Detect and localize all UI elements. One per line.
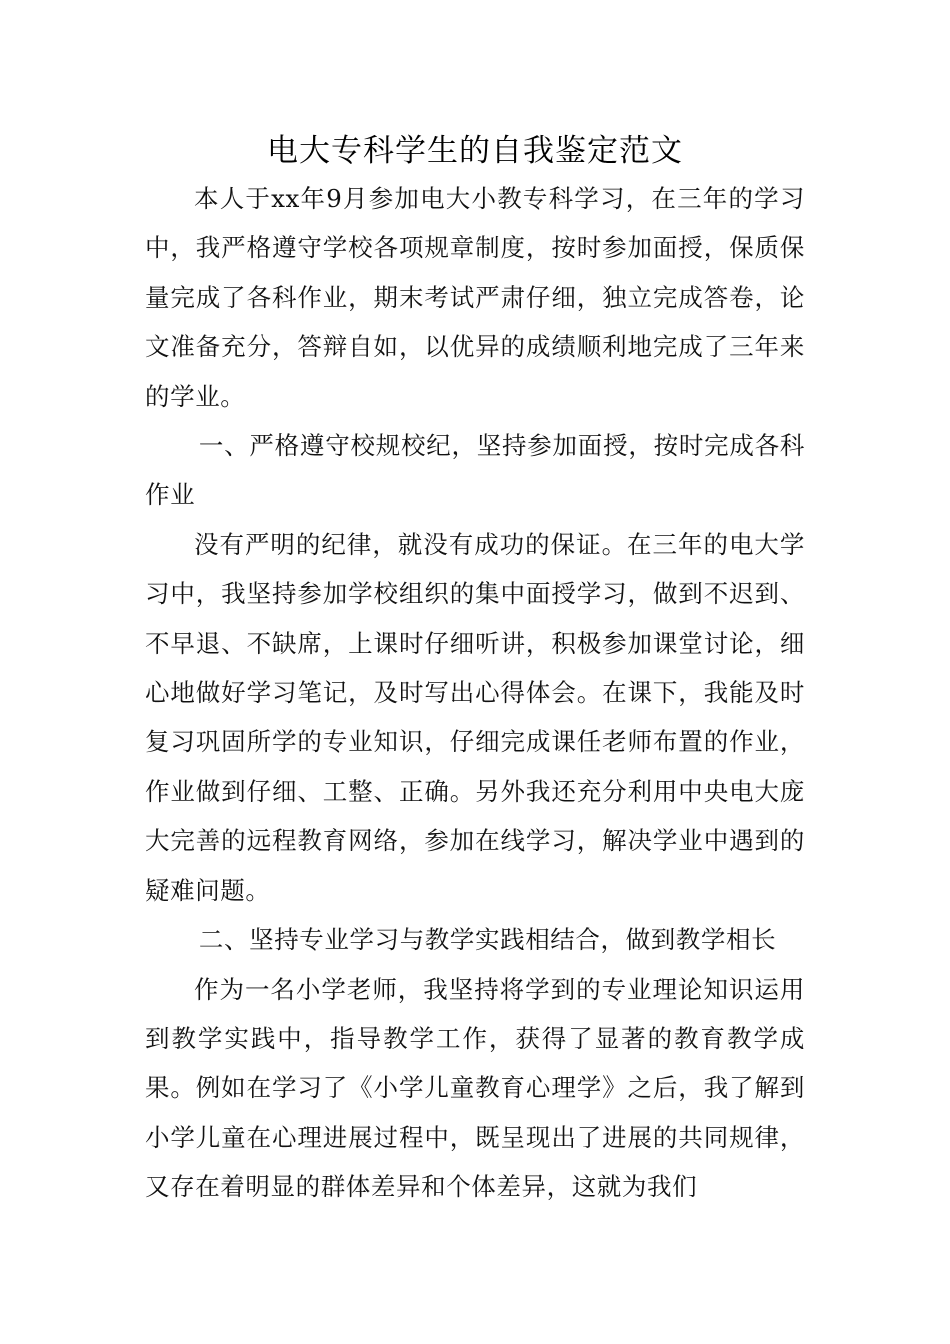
paragraph-practice: 作为一名小学老师，我坚持将学到的专业理论知识运用到教学实践中，指导教学工作，获得了显著的教育教学成果。例如在学习了《小学儿童教育心理学》之后，我了解到小学儿童在心理进展过程中，既呈现出了进展的共同规律，又存在着明显的群体差异和个体差异，这就为我们 — [145, 974, 805, 1202]
paragraph-discipline: 没有严明的纪律，就没有成功的保证。在三年的电大学习中，我坚持参加学校组织的集中面授学习，做到不迟到、不早退、不缺席，上课时仔细听讲，积极参加课堂讨论，细心地做好学习笔记，及时写出心得体会。在课下，我能及时复习巩固所学的专业知识，仔细完成课任老师布置的作业，作业做到仔细、工整、正确。另外我还充分利用中央电大庞大完善的远程教育网络，参加在线学习，解决学业中遇到的疑难问题。 — [145, 529, 805, 905]
document-title: 电大专科学生的自我鉴定范文 — [267, 133, 683, 169]
paragraph-intro: 本人于xx年9月参加电大小教专科学习，在三年的学习中，我严格遵守学校各项规章制度，按时参加面授，保质保量完成了各科作业，期末考试严肃仔细，独立完成答卷，论文准备充分，答辩自如，以优异的成绩顺利地完成了三年来的学业。 — [145, 184, 805, 411]
section-heading-2: 二、坚持专业学习与教学实践相结合，做到教学相长 — [198, 925, 777, 955]
section-heading-1: 一、严格遵守校规校纪，坚持参加面授，按时完成各科作业 — [145, 431, 805, 510]
document-body — [145, 174, 805, 1212]
